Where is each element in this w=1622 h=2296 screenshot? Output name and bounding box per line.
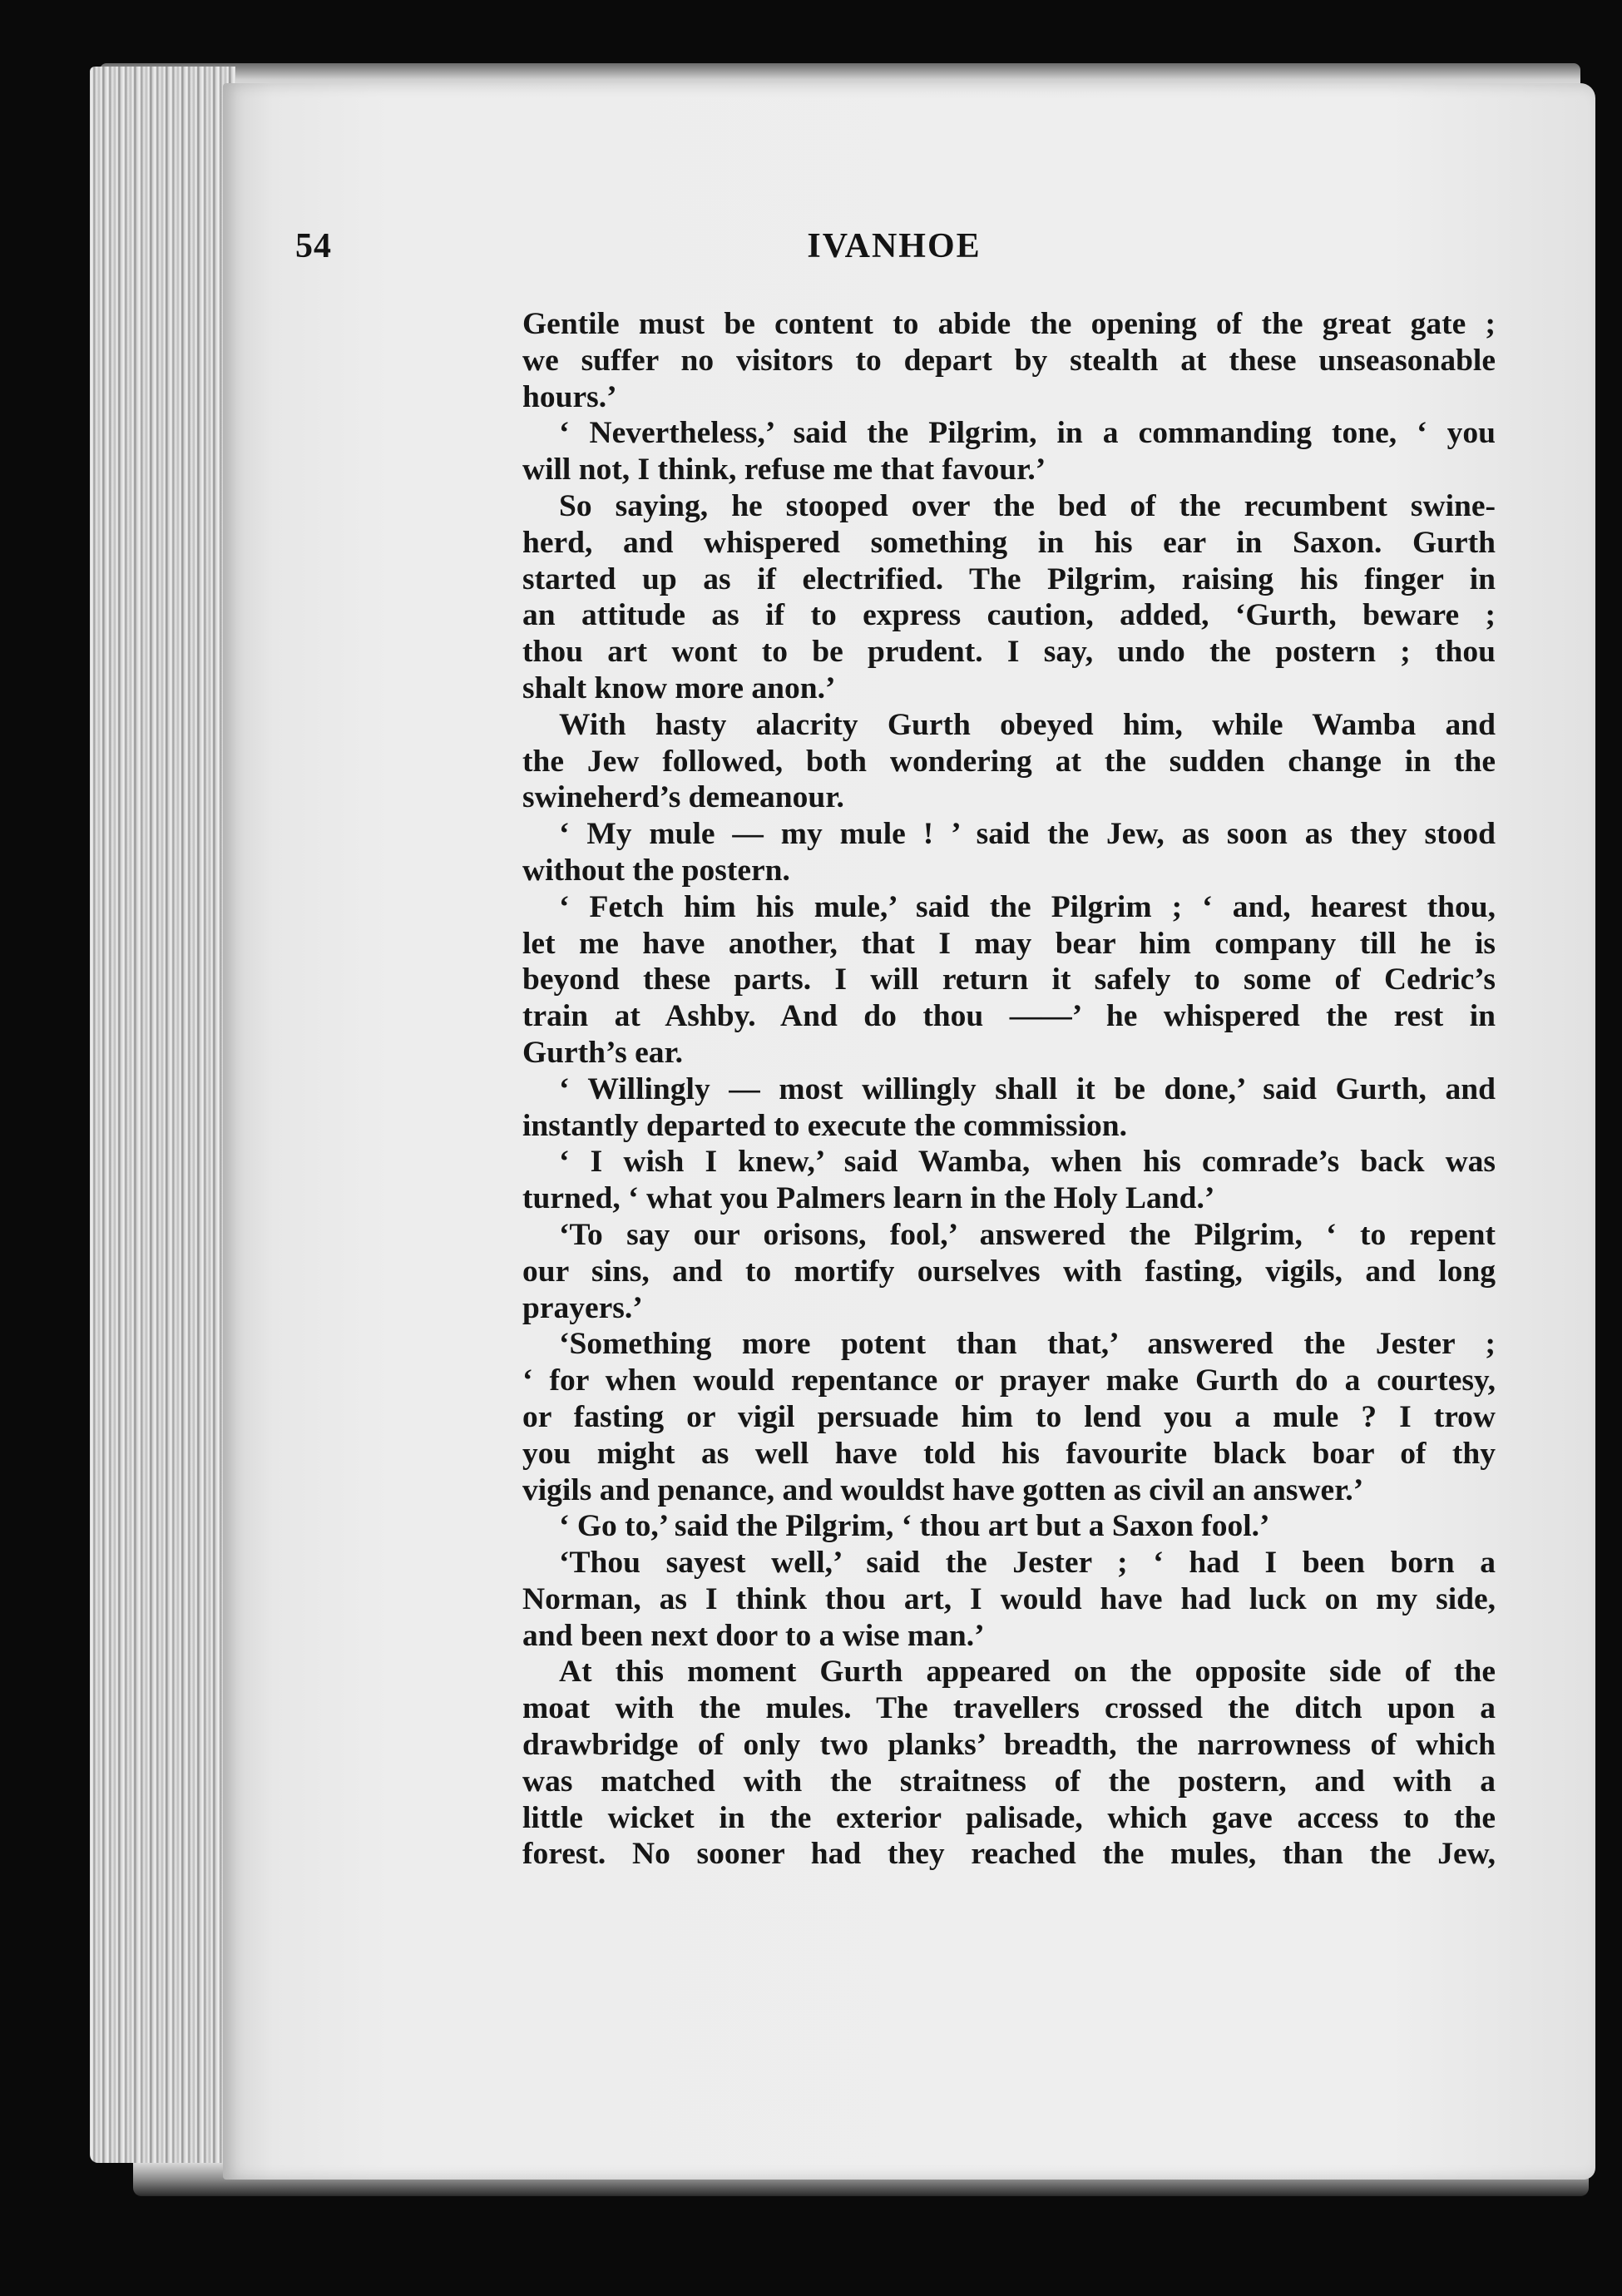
- text-line: ‘Thou sayest well,’ said the Jester ; ‘ had I been born a: [559, 1546, 1496, 1581]
- text-line: ‘ I wish I knew,’ said Wamba, when his comrade’s back was: [559, 1145, 1496, 1180]
- text-line: Gentile must be content to abide the opening of the great gate ;: [522, 307, 1496, 341]
- text-line: ‘ Nevertheless,’ said the Pilgrim, in a commanding tone, ‘ you: [559, 416, 1496, 451]
- text-line: drawbridge of only two planks’ breadth, the narrowness of which: [522, 1728, 1496, 1763]
- text-line: moat with the mules. The travellers crossed the ditch upon a: [522, 1691, 1496, 1726]
- text-line: Gurth’s ear.: [522, 1035, 684, 1070]
- text-line: At this moment Gurth appeared on the opposite side of the: [559, 1655, 1496, 1690]
- running-head: [295, 226, 1493, 285]
- text-line: started up as if electrified. The Pilgrim, raising his finger in: [522, 562, 1496, 596]
- text-line: let me have another, that I may bear him company till he is: [522, 926, 1496, 961]
- page-number: 54: [295, 227, 332, 265]
- text-line: ‘Something more potent than that,’ answered the Jester ;: [559, 1327, 1496, 1362]
- text-line: was matched with the straitness of the postern, and with a: [522, 1764, 1496, 1799]
- text-line: little wicket in the exterior palisade, which gave access to the: [522, 1800, 1496, 1835]
- text-line: train at Ashby. And do thou ——’ he whispered the rest in: [522, 999, 1496, 1034]
- text-line: swineherd’s demeanour.: [522, 780, 844, 815]
- text-line: instantly departed to execute the commission.: [522, 1108, 1128, 1143]
- text-line: ‘ Fetch him his mule,’ said the Pilgrim ; ‘ and, hearest thou,: [559, 889, 1496, 924]
- text-line: ‘ My mule — my mule ! ’ said the Jew, as soon as they stood: [559, 817, 1496, 852]
- text-line: Norman, as I think thou art, I would have had luck on my side,: [522, 1581, 1496, 1616]
- text-line: forest. No sooner had they reached the mules, than the Jew,: [522, 1837, 1496, 1872]
- text-line: you might as well have told his favourite black boar of thy: [522, 1436, 1496, 1471]
- text-line: ‘ Go to,’ said the Pilgrim, ‘ thou art but a Saxon fool.’: [559, 1509, 1270, 1544]
- text-line: our sins, and to mortify ourselves with fasting, vigils, and long: [522, 1254, 1496, 1289]
- text-line: or fasting or vigil persuade him to lend you a mule ? I trow: [522, 1399, 1496, 1434]
- text-line: hours.’: [522, 379, 617, 414]
- text-line: ‘ Willingly — most willingly shall it be done,’ said Gurth, and: [559, 1071, 1496, 1106]
- text-line: without the postern.: [522, 853, 790, 888]
- text-line: we suffer no visitors to depart by stealth at these unseasonable: [522, 343, 1496, 378]
- text-line: ‘To say our orisons, fool,’ answered the Pilgrim, ‘ to repent: [559, 1217, 1496, 1252]
- text-line: herd, and whispered something in his ear in Saxon. Gurth: [522, 525, 1496, 560]
- text-line: and been next door to a wise man.’: [522, 1618, 985, 1653]
- text-line: will not, I think, refuse me that favour.’: [522, 453, 1046, 487]
- text-line: an attitude as if to express caution, added, ‘Gurth, beware ;: [522, 598, 1496, 633]
- text-line: So saying, he stooped over the bed of the recumbent swine-: [559, 488, 1496, 523]
- text-line: thou art wont to be prudent. I say, undo the postern ; thou: [522, 635, 1496, 670]
- text-line: prayers.’: [522, 1290, 643, 1325]
- book-title: IVANHOE: [807, 227, 982, 265]
- book-page-edges: [90, 67, 235, 2163]
- text-line: vigils and penance, and wouldst have gotten as civil an answer.’: [522, 1472, 1364, 1507]
- text-line: turned, ‘ what you Palmers learn in the Holy Land.’: [522, 1181, 1215, 1216]
- text-line: shalt know more anon.’: [522, 670, 836, 705]
- text-line: beyond these parts. I will return it safely to some of Cedric’s: [522, 962, 1496, 997]
- body-text: [522, 306, 1496, 1873]
- text-line: With hasty alacrity Gurth obeyed him, while Wamba and: [559, 707, 1496, 742]
- text-line: the Jew followed, both wondering at the sudden change in the: [522, 744, 1496, 779]
- text-line: ‘ for when would repentance or prayer make Gurth do a courtesy,: [522, 1363, 1496, 1398]
